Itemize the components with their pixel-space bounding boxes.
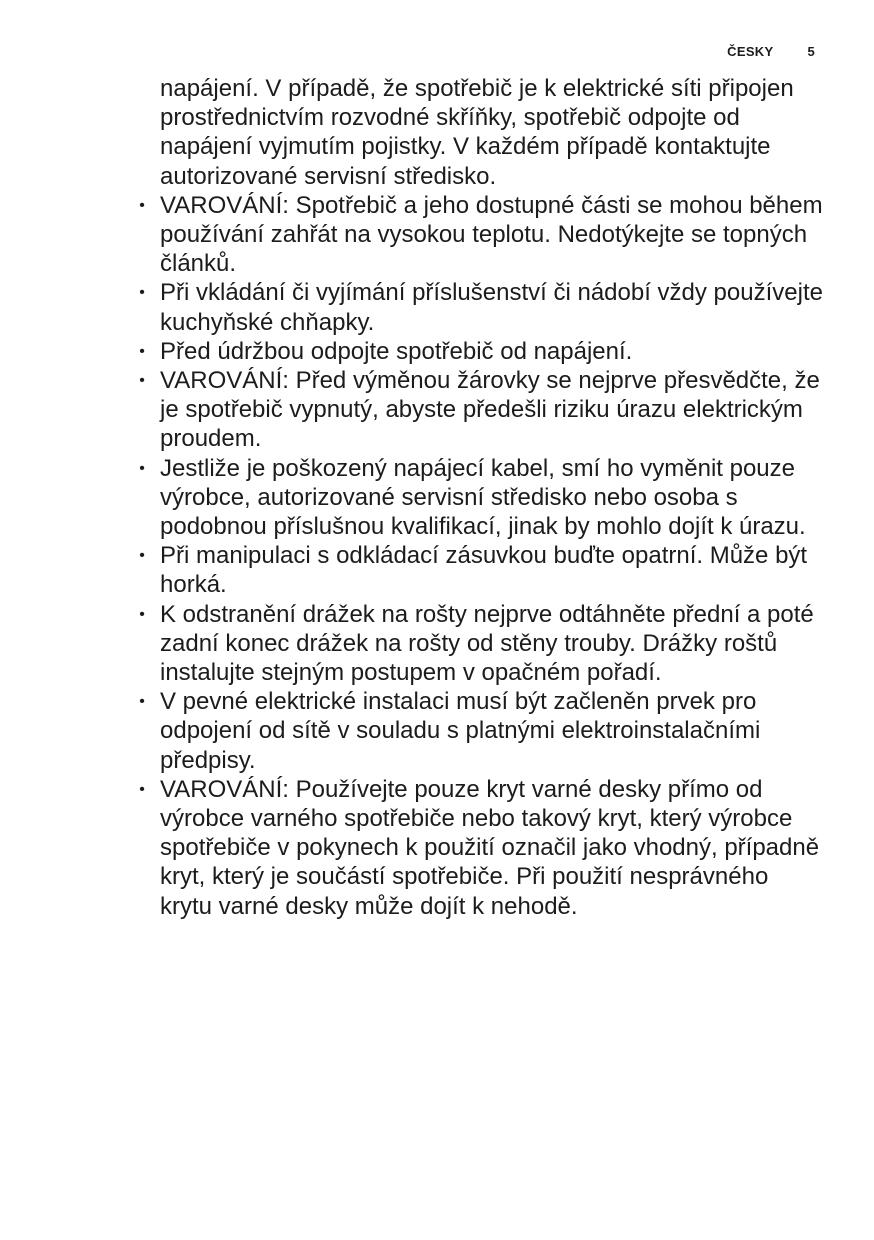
bullet-icon: • <box>139 372 145 390</box>
page-header <box>727 44 815 59</box>
list-item-text: K odstranění drážek na rošty nejprve odtáhněte přední a poté zadní konec drážek na rošty od stěny trouby. Drážky roštů instalujte stejným postupem v opačném pořadí. <box>160 600 814 687</box>
list-item <box>135 278 825 336</box>
list-item-text: Před údržbou odpojte spotřebič od napájení. <box>160 337 633 365</box>
list-item-text: VAROVÁNÍ: Před výměnou žárovky se nejprve přesvědčte, že je spotřebič vypnutý, abyste předešli riziku úrazu elektrickým proudem. <box>160 367 820 453</box>
list-item-text: Při vkládání či vyjímání příslušenství či nádobí vždy používejte kuchyňské chňapky. <box>160 279 823 336</box>
continuation-paragraph: napájení. V případě, že spotřebič je k elektrické síti připojen prostřednictvím rozvodné skříňky, spotřebič odpojte od napájení vyjmutím pojistky. V každém případě kontaktujte autorizované servisní středisko. <box>160 75 794 190</box>
section-language-label: ČESKY <box>727 44 774 59</box>
bullet-icon: • <box>139 284 145 302</box>
list-item-text: VAROVÁNÍ: Spotřebič a jeho dostupné části se mohou během používání zahřát na vysokou teplotu. Nedotýkejte se topných článků. <box>160 191 823 278</box>
list-item <box>135 454 825 542</box>
document-body <box>135 74 825 921</box>
list-item <box>135 775 825 921</box>
bullet-icon: • <box>139 342 145 360</box>
list-item <box>135 541 825 599</box>
bullet-icon: • <box>139 693 145 711</box>
bullet-icon: • <box>139 547 145 565</box>
bullet-icon: • <box>139 780 145 798</box>
list-item <box>135 337 825 366</box>
list-item <box>135 687 825 775</box>
bullet-icon: • <box>139 196 145 214</box>
page-number: 5 <box>807 44 815 59</box>
list-item <box>135 191 825 279</box>
list-item-text: VAROVÁNÍ: Používejte pouze kryt varné desky přímo od výrobce varného spotřebiče nebo takový kryt, který výrobce spotřebiče v pokynech k použití označil jako vhodný, případně kryt, který je součástí spotřebiče. Při použití nesprávného krytu varné desky může dojít k nehodě. <box>160 775 820 920</box>
list-item-text: V pevné elektrické instalaci musí být začleněn prvek pro odpojení od sítě v souladu s platnými elektroinstalačními předpisy. <box>160 688 761 774</box>
bullet-icon: • <box>139 459 145 477</box>
list-item-text: Při manipulaci s odkládací zásuvkou buďte opatrní. Může být horká. <box>160 542 808 599</box>
bullet-icon: • <box>139 605 145 623</box>
list-item <box>135 600 825 688</box>
safety-instructions-list <box>135 191 825 921</box>
list-item-text: Jestliže je poškozený napájecí kabel, smí ho vyměnit pouze výrobce, autorizované servisní středisko nebo osoba s podobnou příslušnou kvalifikací, jinak by mohlo dojít k úrazu. <box>160 454 806 541</box>
list-item <box>135 366 825 454</box>
